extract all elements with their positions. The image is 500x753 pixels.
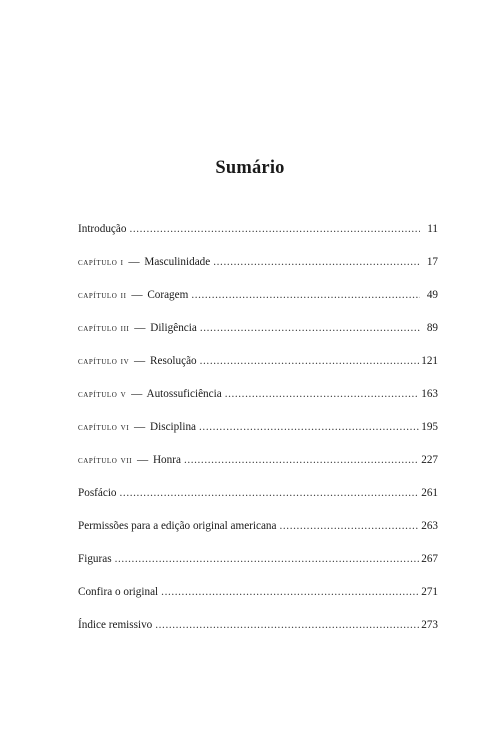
toc-entry-capitulo-3[interactable] [78,321,438,354]
entry-label: Introdução [78,223,127,235]
toc-entry-capitulo-2[interactable] [78,288,438,321]
entry-label: Honra [152,454,181,466]
page-number: 263 [421,520,438,532]
em-dash: — [134,322,146,334]
toc-entry-introducao[interactable] [78,222,438,255]
em-dash: — [131,388,143,400]
chapter-number: capítulo i [78,257,124,268]
em-dash: — [128,256,140,268]
toc-entry-capitulo-6[interactable] [78,420,438,453]
entry-label-group [78,288,188,303]
toc-entry-capitulo-4[interactable] [78,354,438,387]
toc-entry-posfacio[interactable] [78,486,438,519]
entry-label-group [78,255,210,270]
entry-label-group [78,321,197,336]
toc-entry-figuras[interactable] [78,552,438,585]
entry-label: Coragem [147,289,189,301]
em-dash: — [134,421,146,433]
chapter-number: capítulo ii [78,290,127,301]
dot-leader [155,618,419,633]
dot-leader [120,486,420,501]
entry-label: Índice remissivo [78,619,153,631]
chapter-number: capítulo v [78,389,127,400]
chapter-number: capítulo vi [78,422,130,433]
page-number: 163 [421,388,438,400]
dot-leader [191,288,420,303]
em-dash: — [136,454,149,466]
entry-label-group [78,453,181,468]
page-number: 195 [421,421,438,433]
entry-label-group [78,387,222,402]
entry-label: Diligência [150,322,197,334]
page-number: 273 [421,619,438,631]
page-number: 261 [421,487,438,499]
entry-label: Disciplina [150,421,197,433]
dot-leader [199,420,419,435]
entry-label: Confira o original [78,586,159,598]
page-number: 267 [421,553,438,565]
page-number: 17 [426,256,438,268]
entry-label: Resolução [150,355,197,367]
chapter-number: capítulo iv [78,356,130,367]
entry-label-group [78,354,197,369]
entry-label: Autossuficiência [146,388,222,400]
toc-entry-capitulo-5[interactable] [78,387,438,420]
page-title: Sumário [215,158,285,179]
dot-leader [129,222,420,237]
entry-label: Posfácio [78,487,117,499]
toc-entry-capitulo-7[interactable] [78,453,438,486]
em-dash: — [134,355,146,367]
page-number: 11 [427,223,438,235]
entry-label: Masculinidade [144,256,211,268]
entry-label-group [78,420,196,435]
dot-leader [115,552,420,567]
dot-leader [200,354,420,369]
page-number: 227 [421,454,438,466]
page-number: 121 [421,355,438,367]
entry-label: Figuras [78,553,112,565]
toc-entry-confira-original[interactable] [78,585,438,618]
dot-leader [225,387,420,402]
dot-leader [280,519,420,534]
page-number: 49 [426,289,438,301]
table-of-contents [78,222,438,651]
em-dash: — [131,289,143,301]
dot-leader [213,255,420,270]
toc-entry-capitulo-1[interactable] [78,255,438,288]
page-number: 271 [421,586,438,598]
chapter-number: capítulo iii [78,323,130,334]
dot-leader [200,321,420,336]
toc-entry-indice-remissivo[interactable] [78,618,438,651]
page-number: 89 [426,322,438,334]
entry-label: Permissões para a edição original americana [78,520,277,532]
toc-entry-permissoes[interactable] [78,519,438,552]
dot-leader [184,453,419,468]
chapter-number: capítulo vii [78,455,133,466]
dot-leader [161,585,419,600]
